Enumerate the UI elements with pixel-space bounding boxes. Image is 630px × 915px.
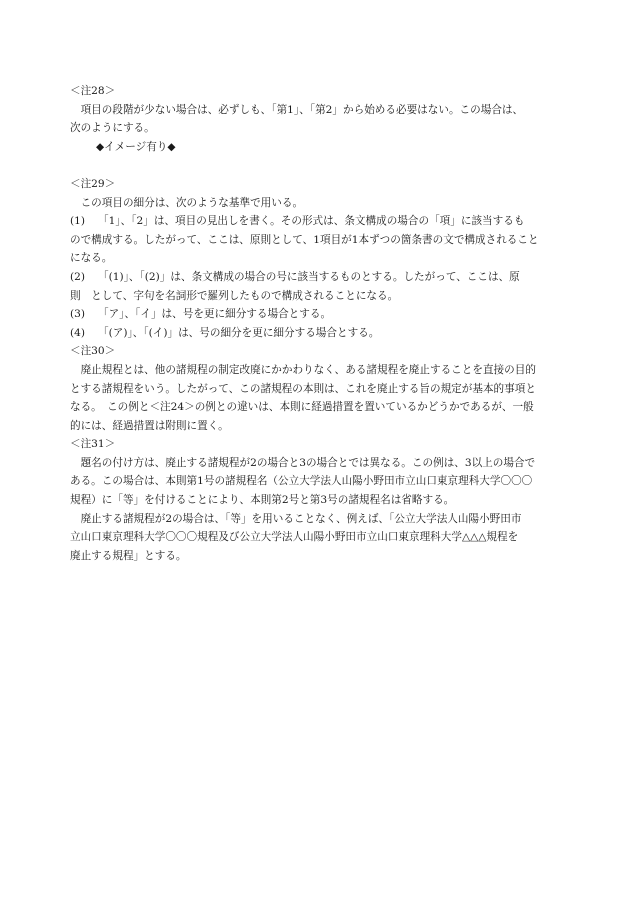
note29-item-1-cont-2: になる。 [70, 252, 113, 265]
note28-line-1: 項目の段階が少ない場合は、必ずしも、「第1」、「第2」から始める必要はない。この場合は、 [80, 103, 524, 116]
note29-item-3 [70, 305, 570, 324]
note30-line-2: とする諸規程をいう。したがって、この諸規程の本則は、これを廃止する旨の規定が基本的事項と [70, 382, 536, 395]
note28-line-2: 次のようにする。 [70, 122, 155, 135]
note29-item-2-cont-1: 則 として、字句を名詞形で羅列したもので構成されることになる。 [70, 289, 399, 302]
item-number: (1) [70, 215, 86, 228]
note29-intro: この項目の細分は、次のような基準で用いる。 [80, 196, 304, 209]
item-text: 「(ア)」、「(イ)」は、号の細分を更に細分する場合とする。 [98, 326, 380, 339]
note31-heading: ＜注31＞ [70, 438, 116, 451]
item-text: 「(1)」、「(2)」は、条文構成の場合の号に該当するものとする。したがって、ここは、原 [98, 270, 520, 283]
note30-line-3: なる。 この例と＜注24＞の例との違いは、本則に経過措置を置いているかどうかであるが、一般 [70, 401, 534, 414]
note29-heading: ＜注29＞ [70, 177, 116, 190]
note30-line-4: 的には、経過措置は附則に置く。 [70, 419, 229, 432]
note31-para1-line-2: ある。この場合は、本則第1号の諸規程名（公立大学法人山陽小野田市立山口東京理科大学〇〇〇 [70, 475, 533, 488]
note28-heading: ＜注28＞ [70, 85, 116, 97]
item-text: 「1」、「2」は、項目の見出しを書く。その形式は、条文構成の場合の「項」に該当するも [98, 215, 525, 228]
note30-heading: ＜注30＞ [70, 345, 116, 358]
note31-para2-line-1: 廃止する諸規程が2の場合は、「等」を用いることなく、例えば、「公立大学法人山陽小野田市 [80, 512, 522, 525]
note29-item-2 [70, 268, 570, 287]
item-number: (3) [70, 308, 86, 321]
note31-para2-line-2: 立山口東京理科大学〇〇〇規程及び公立大学法人山陽小野田市立山口東京理科大学△△△規程を [70, 531, 519, 544]
item-text: 「ア」、「イ」は、号を更に細分する場合とする。 [98, 308, 332, 321]
section-gap [70, 156, 570, 175]
note30-line-1: 廃止規程とは、他の諸規程の制定改廃にかかわりなく、ある諸規程を廃止することを直接の目的 [80, 363, 536, 376]
item-number: (2) [70, 270, 86, 283]
item-number: (4) [70, 326, 86, 339]
note29-item-4 [70, 324, 570, 343]
document-page [70, 82, 570, 565]
note29-item-1-cont-1: ので構成する。したがって、ここは、原則として、1項目が1本ずつの箇条書の文で構成されること [70, 233, 539, 246]
note31-para2-line-3: 廃止する規程」とする。 [70, 549, 187, 562]
image-placeholder-mark: ◆イメージ有り◆ [96, 140, 176, 153]
note29-item-1 [70, 212, 570, 231]
note31-para1-line-3: 規程）に「等」を付けることにより、本則第2号と第3号の諸規程名は省略する。 [70, 494, 455, 507]
note31-para1-line-1: 題名の付け方は、廃止する諸規程が2の場合と3の場合とでは異なる。この例は、3以上の場合で [80, 456, 536, 469]
